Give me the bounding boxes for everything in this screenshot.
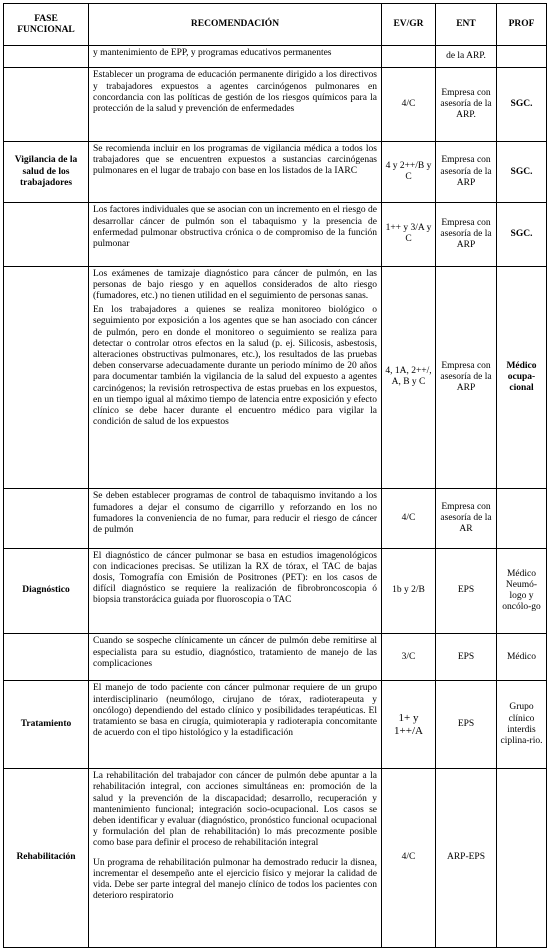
ent-cell: Empresa con asesoría de la ARP — [436, 203, 497, 266]
evgr-cell: 4 y 2++/B y C — [382, 142, 436, 203]
prof-cell: Médico ocupa-cional — [497, 266, 547, 489]
recommendation-text: Establecer un programa de educación permanente dirigido a los directivos y trabajadores expuestos a agentes carcinógenos pulmonares en concordancia con las políticas de gestión de los riesgos químicos para la protección de la salud y prevención de enfermedades — [93, 70, 377, 115]
prof-cell — [497, 489, 547, 548]
recommendation-cell — [89, 142, 382, 203]
recommendation-text: Los factores individuales que se asocian con un incremento en el riesgo de desarrollar cáncer de pulmón son el tabaquismo y la presencia de enfermedad pulmonar obstructiva crónica o de compromiso de la función pulmonar — [93, 205, 377, 249]
recommendation-text: y mantenimiento de EPP, y programas educativos permanentes — [93, 48, 332, 58]
evgr-cell: 4/C — [382, 769, 436, 948]
recommendations-table — [3, 3, 547, 948]
recommendation-cell — [89, 266, 382, 489]
evgr-cell — [382, 46, 436, 68]
header-recomendacion: RECOMENDACIÓN — [89, 4, 382, 46]
evgr-cell: 4/C — [382, 489, 436, 548]
ent-cell: EPS — [436, 634, 497, 681]
recommendation-text: El diagnóstico de cáncer pulmonar se basa en estudios imagenológicos con indicaciones precisas. Se utilizan la RX de tórax, el TAC de bajas dosis, Tomografía con Emisión de Positrones (PET): en los casos de difícil diagnóstico se requiere la realización de fibrobroncoscopia ó biopsia transtorácica guiada por fluoroscopia o TAC — [93, 550, 377, 606]
recommendation-cell — [89, 203, 382, 266]
header-prof: PROF — [497, 4, 547, 46]
table-row — [4, 489, 547, 548]
prof-cell: SGC. — [497, 203, 547, 266]
phase-diagnostico: Diagnóstico — [4, 548, 89, 634]
prof-cell: SGC. — [497, 68, 547, 142]
evgr-cell: 1b y 2/B — [382, 548, 436, 634]
table-row — [4, 634, 547, 681]
prof-cell — [497, 769, 547, 948]
ent-cell: Empresa con asesoría de la ARP — [436, 142, 497, 203]
phase-cell-empty — [4, 46, 89, 68]
table-row — [4, 203, 547, 266]
recommendation-text: Se recomienda incluir en los programas de vigilancia médica a todos los trabajadores que se encuentren expuestos a sustancias carcinógenas pulmonares en el lugar de trabajo con base en los listados de la IARC — [93, 144, 377, 177]
ent-cell: EPS — [436, 548, 497, 634]
phase-vigilancia: Vigilancia de la salud de los trabajadores — [4, 142, 89, 203]
prof-cell — [497, 46, 547, 68]
ent-cell: EPS — [436, 681, 497, 769]
table-row — [4, 46, 547, 68]
ent-cell: Empresa con asesoría de la ARP — [436, 266, 497, 489]
recommendation-cell — [89, 634, 382, 681]
recommendation-text: El manejo de todo paciente con cáncer pulmonar requiere de un grupo interdisciplinario (neumólogo, cirujano de tórax, radioterapeuta y oncólogo) dependiendo del estado clínico y posibilidades terapéuticas. El tratamiento se basa en cirugía, quimioterapia y radioterapia concomitante de acuerdo con el tipo histológico y la estadificación — [93, 683, 377, 739]
prof-cell: Grupo clínico interdis ciplina-rio. — [497, 681, 547, 769]
ent-cell: Empresa con asesoría de la ARP. — [436, 68, 497, 142]
evgr-cell: 1+ y 1++/A — [382, 681, 436, 769]
phase-cell-empty — [4, 203, 89, 266]
recommendation-cell — [89, 769, 382, 948]
prof-cell: SGC. — [497, 142, 547, 203]
evgr-cell: 4/C — [382, 68, 436, 142]
recommendation-text: Un programa de rehabilitación pulmonar ha demostrado reducir la disnea, incrementar el desempeño ante el ejercicio físico y mejorar la calidad de vida. Debe ser parte integral del manejo clínico de todos los pacientes con deterioro respiratorio — [93, 857, 377, 902]
recommendation-text: Los exámenes de tamizaje diagnóstico para cáncer de pulmón, en las personas de bajo riesgo y en aquellos considerados de alto riesgo (fumadores, etc.) no tienen utilidad en el seguimiento de personas sanas. — [93, 268, 377, 302]
phase-cell-empty — [4, 68, 89, 142]
recommendation-text: La rehabilitación del trabajador con cáncer de pulmón debe apuntar a la rehabilitación integral, con acciones simultáneas en: promoción de la salud y la prevención de la discapacidad; desarrollo, recuperación y mantenimiento funcional; integración socio-ocupacional. Los casos se deben identificar y evaluar (diagnóstico, pronóstico funcional ocupacional y formulación del plan de rehabilitación) lo más precozmente posible como base para definir el proceso de rehabilitación integral — [93, 771, 377, 849]
header-evgr: EV/GR — [382, 4, 436, 46]
table-row — [4, 769, 547, 948]
recommendation-text: Se deben establecer programas de control de tabaquismo invitando a los fumadores a dejar el consumo de cigarrillo y reforzando en los no fumadores la conveniencia de no fumar, para reducir el riesgo de cáncer de pulmón — [93, 491, 377, 535]
ent-cell: Empresa con asesoría de la AR — [436, 489, 497, 548]
evgr-cell: 1++ y 3/A y C — [382, 203, 436, 266]
recommendation-cell — [89, 68, 382, 142]
table-row — [4, 548, 547, 634]
phase-rehabilitacion: Rehabilitación — [4, 769, 89, 948]
phase-cell-empty — [4, 489, 89, 548]
table-row — [4, 68, 547, 142]
evgr-cell: 3/C — [382, 634, 436, 681]
recommendation-cell — [89, 548, 382, 634]
phase-cell-empty — [4, 266, 89, 489]
recommendation-cell — [89, 46, 382, 68]
phase-tratamiento: Tratamiento — [4, 681, 89, 769]
table-header-row — [4, 4, 547, 46]
prof-cell: Médico — [497, 634, 547, 681]
recommendation-text: Cuando se sospeche clínicamente un cáncer de pulmón debe remitirse al especialista para su estudio, diagnóstico, tratamiento de manejo de las complicaciones — [93, 636, 377, 669]
prof-cell: Médico Neumó-logo y oncólo-go — [497, 548, 547, 634]
table-row — [4, 681, 547, 769]
ent-cell: de la ARP. — [436, 46, 497, 68]
table-row — [4, 142, 547, 203]
phase-cell-empty — [4, 634, 89, 681]
recommendation-cell — [89, 489, 382, 548]
evgr-cell: 4, 1A, 2++/, A, B y C — [382, 266, 436, 489]
recommendation-cell — [89, 681, 382, 769]
table-row — [4, 266, 547, 489]
recommendation-text: En los trabajadores a quienes se realiza monitoreo biológico o seguimiento por exposición a los agentes que se han asociado con cáncer de pulmón, pero en donde el monitoreo o seguimiento se realiza para detectar o controlar otros efectos en la salud (p. ej. Silicosis, asbestosis, alteraciones obstructivas pulmonares, etc.), los resultados de las pruebas deben conservarse adecuadamente durante un periodo mínimo de 20 años para documentar también la vigilancia de la salud del expuesto a agentes carcinógenos; la revisión retrospectiva de estas pruebas en los expuestos, en un tiempo igual al máximo tiempo de latencia entre exposición y efecto clínico se debe hacer durante el encuentro médico para vigilar la condición de salud de los expuestos — [93, 305, 377, 428]
ent-cell: ARP-EPS — [436, 769, 497, 948]
header-fase: FASE FUNCIONAL — [4, 4, 89, 46]
header-ent: ENT — [436, 4, 497, 46]
